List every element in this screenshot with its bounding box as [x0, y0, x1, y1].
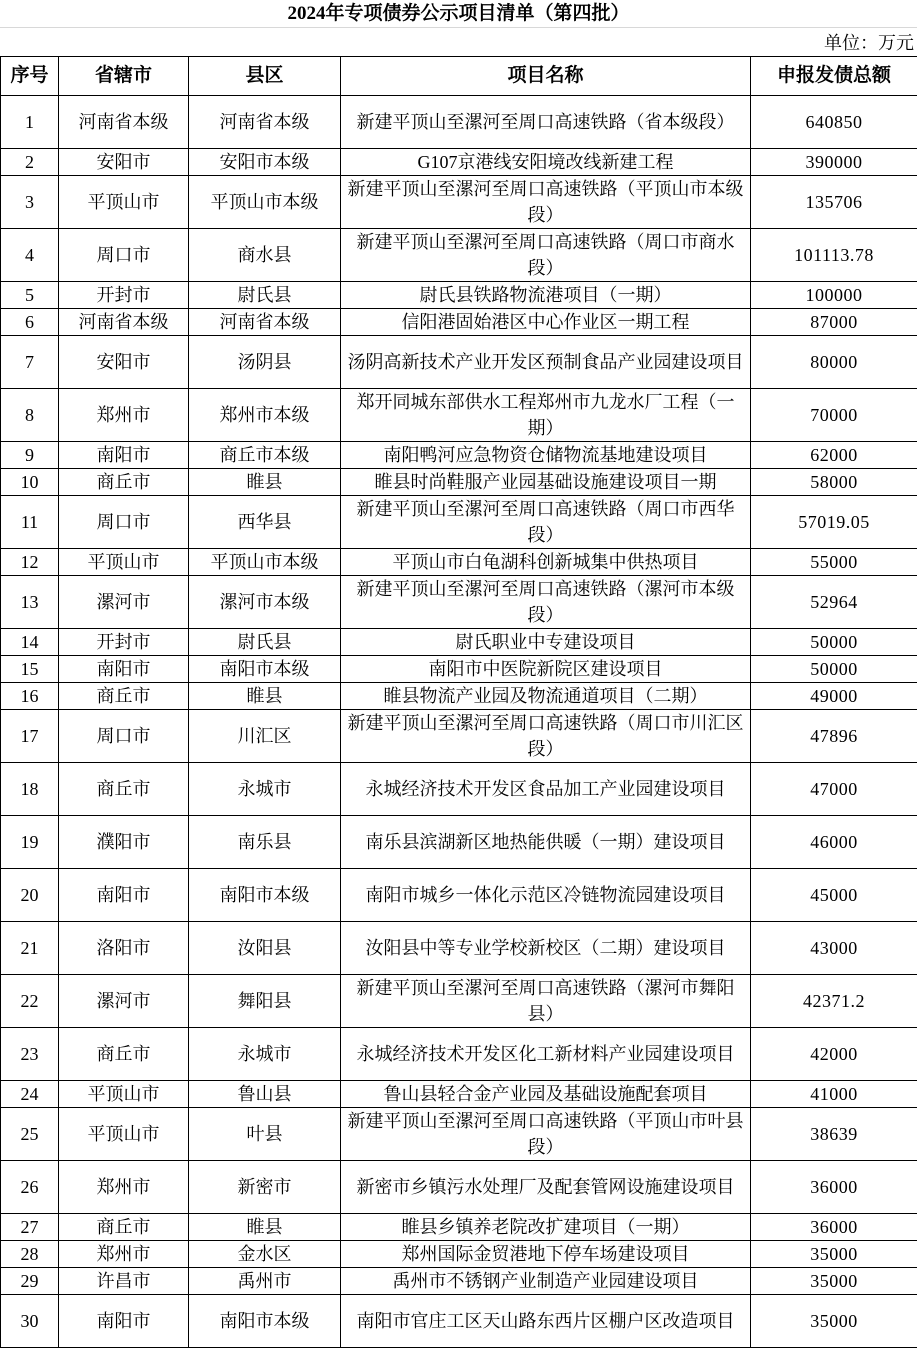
- cell-no: 14: [1, 629, 59, 656]
- cell-project: 郑开同城东部供水工程郑州市九龙水厂工程（一期）: [341, 389, 751, 442]
- table-row: [1, 683, 917, 710]
- cell-no: 16: [1, 683, 59, 710]
- cell-amount: 640850: [751, 96, 917, 149]
- cell-project: 新建平顶山至漯河至周口高速铁路（平顶山市叶县段）: [341, 1108, 751, 1161]
- cell-amount: 47000: [751, 763, 917, 816]
- cell-no: 8: [1, 389, 59, 442]
- cell-county: 尉氏县: [189, 282, 341, 309]
- cell-city: 洛阳市: [59, 922, 189, 975]
- cell-city: 平顶山市: [59, 176, 189, 229]
- header-city: 省辖市: [59, 57, 189, 96]
- cell-city: 濮阳市: [59, 816, 189, 869]
- table-row: [1, 1241, 917, 1268]
- cell-no: 1: [1, 96, 59, 149]
- document-title: 2024年专项债券公示项目清单（第四批）: [0, 0, 917, 28]
- cell-amount: 42000: [751, 1028, 917, 1081]
- cell-county: 漯河市本级: [189, 576, 341, 629]
- cell-county: 尉氏县: [189, 629, 341, 656]
- table-row: [1, 1081, 917, 1108]
- cell-project: 南阳鸭河应急物资仓储物流基地建设项目: [341, 442, 751, 469]
- table-row: [1, 1108, 917, 1161]
- cell-no: 18: [1, 763, 59, 816]
- cell-amount: 135706: [751, 176, 917, 229]
- cell-amount: 45000: [751, 869, 917, 922]
- cell-project: 新密市乡镇污水处理厂及配套管网设施建设项目: [341, 1161, 751, 1214]
- cell-project: 汝阳县中等专业学校新校区（二期）建设项目: [341, 922, 751, 975]
- cell-county: 平顶山市本级: [189, 176, 341, 229]
- header-no: 序号: [1, 57, 59, 96]
- table-row: [1, 96, 917, 149]
- cell-project: 永城经济技术开发区化工新材料产业园建设项目: [341, 1028, 751, 1081]
- cell-city: 周口市: [59, 710, 189, 763]
- cell-project: 南阳市中医院新院区建设项目: [341, 656, 751, 683]
- table-row: [1, 496, 917, 549]
- cell-amount: 80000: [751, 336, 917, 389]
- cell-no: 27: [1, 1214, 59, 1241]
- cell-project: 新建平顶山至漯河至周口高速铁路（周口市商水段）: [341, 229, 751, 282]
- cell-no: 19: [1, 816, 59, 869]
- cell-no: 25: [1, 1108, 59, 1161]
- cell-no: 23: [1, 1028, 59, 1081]
- cell-project: G107京港线安阳境改线新建工程: [341, 149, 751, 176]
- table-row: [1, 149, 917, 176]
- cell-no: 3: [1, 176, 59, 229]
- cell-project: 睢县时尚鞋服产业园基础设施建设项目一期: [341, 469, 751, 496]
- cell-county: 南乐县: [189, 816, 341, 869]
- cell-amount: 57019.05: [751, 496, 917, 549]
- cell-amount: 62000: [751, 442, 917, 469]
- cell-no: 24: [1, 1081, 59, 1108]
- table-row: [1, 442, 917, 469]
- table-row: [1, 389, 917, 442]
- table-row: [1, 309, 917, 336]
- cell-no: 29: [1, 1268, 59, 1295]
- cell-project: 信阳港固始港区中心作业区一期工程: [341, 309, 751, 336]
- table-row: [1, 229, 917, 282]
- cell-city: 平顶山市: [59, 549, 189, 576]
- cell-county: 川汇区: [189, 710, 341, 763]
- cell-no: 4: [1, 229, 59, 282]
- cell-county: 河南省本级: [189, 96, 341, 149]
- cell-no: 15: [1, 656, 59, 683]
- cell-amount: 47896: [751, 710, 917, 763]
- cell-county: 商丘市本级: [189, 442, 341, 469]
- cell-city: 平顶山市: [59, 1108, 189, 1161]
- cell-city: 郑州市: [59, 1161, 189, 1214]
- cell-amount: 50000: [751, 629, 917, 656]
- cell-project: 新建平顶山至漯河至周口高速铁路（周口市西华段）: [341, 496, 751, 549]
- cell-amount: 35000: [751, 1295, 917, 1348]
- table-row: [1, 1295, 917, 1348]
- cell-city: 商丘市: [59, 1214, 189, 1241]
- cell-no: 28: [1, 1241, 59, 1268]
- table-row: [1, 1268, 917, 1295]
- cell-amount: 35000: [751, 1241, 917, 1268]
- cell-amount: 390000: [751, 149, 917, 176]
- table-row: [1, 576, 917, 629]
- cell-amount: 101113.78: [751, 229, 917, 282]
- cell-no: 26: [1, 1161, 59, 1214]
- cell-project: 南乐县滨湖新区地热能供暖（一期）建设项目: [341, 816, 751, 869]
- cell-no: 12: [1, 549, 59, 576]
- cell-no: 21: [1, 922, 59, 975]
- table-row: [1, 869, 917, 922]
- cell-project: 平顶山市白龟湖科创新城集中供热项目: [341, 549, 751, 576]
- cell-city: 商丘市: [59, 469, 189, 496]
- cell-county: 金水区: [189, 1241, 341, 1268]
- cell-no: 30: [1, 1295, 59, 1348]
- cell-amount: 36000: [751, 1214, 917, 1241]
- cell-amount: 70000: [751, 389, 917, 442]
- cell-county: 安阳市本级: [189, 149, 341, 176]
- cell-city: 南阳市: [59, 442, 189, 469]
- cell-no: 22: [1, 975, 59, 1028]
- table-row: [1, 975, 917, 1028]
- cell-county: 叶县: [189, 1108, 341, 1161]
- cell-city: 河南省本级: [59, 96, 189, 149]
- cell-amount: 52964: [751, 576, 917, 629]
- cell-city: 开封市: [59, 282, 189, 309]
- cell-city: 漯河市: [59, 975, 189, 1028]
- table-row: [1, 176, 917, 229]
- cell-amount: 42371.2: [751, 975, 917, 1028]
- cell-city: 安阳市: [59, 336, 189, 389]
- cell-project: 新建平顶山至漯河至周口高速铁路（省本级段）: [341, 96, 751, 149]
- cell-county: 永城市: [189, 1028, 341, 1081]
- cell-no: 13: [1, 576, 59, 629]
- unit-label: 单位：万元: [824, 33, 914, 53]
- cell-county: 睢县: [189, 1214, 341, 1241]
- cell-county: 鲁山县: [189, 1081, 341, 1108]
- cell-city: 郑州市: [59, 389, 189, 442]
- cell-project: 郑州国际金贸港地下停车场建设项目: [341, 1241, 751, 1268]
- cell-no: 9: [1, 442, 59, 469]
- cell-project: 睢县物流产业园及物流通道项目（二期）: [341, 683, 751, 710]
- cell-county: 汝阳县: [189, 922, 341, 975]
- table-row: [1, 1028, 917, 1081]
- cell-amount: 36000: [751, 1161, 917, 1214]
- cell-no: 7: [1, 336, 59, 389]
- cell-city: 河南省本级: [59, 309, 189, 336]
- cell-county: 新密市: [189, 1161, 341, 1214]
- cell-county: 禹州市: [189, 1268, 341, 1295]
- cell-county: 西华县: [189, 496, 341, 549]
- cell-county: 南阳市本级: [189, 869, 341, 922]
- cell-city: 周口市: [59, 229, 189, 282]
- cell-project: 新建平顶山至漯河至周口高速铁路（漯河市本级段）: [341, 576, 751, 629]
- cell-project: 禹州市不锈钢产业制造产业园建设项目: [341, 1268, 751, 1295]
- cell-amount: 41000: [751, 1081, 917, 1108]
- cell-no: 5: [1, 282, 59, 309]
- cell-county: 汤阴县: [189, 336, 341, 389]
- cell-county: 商水县: [189, 229, 341, 282]
- cell-project: 尉氏县铁路物流港项目（一期）: [341, 282, 751, 309]
- cell-project: 新建平顶山至漯河至周口高速铁路（周口市川汇区段）: [341, 710, 751, 763]
- header-project: 项目名称: [341, 57, 751, 96]
- cell-amount: 58000: [751, 469, 917, 496]
- cell-amount: 46000: [751, 816, 917, 869]
- cell-project: 南阳市城乡一体化示范区冷链物流园建设项目: [341, 869, 751, 922]
- cell-amount: 55000: [751, 549, 917, 576]
- cell-county: 平顶山市本级: [189, 549, 341, 576]
- table-row: [1, 1161, 917, 1214]
- cell-project: 永城经济技术开发区食品加工产业园建设项目: [341, 763, 751, 816]
- cell-city: 南阳市: [59, 1295, 189, 1348]
- cell-no: 11: [1, 496, 59, 549]
- cell-no: 10: [1, 469, 59, 496]
- cell-city: 许昌市: [59, 1268, 189, 1295]
- cell-project: 睢县乡镇养老院改扩建项目（一期）: [341, 1214, 751, 1241]
- table-row: [1, 656, 917, 683]
- cell-amount: 100000: [751, 282, 917, 309]
- cell-no: 2: [1, 149, 59, 176]
- cell-amount: 87000: [751, 309, 917, 336]
- table-row: [1, 336, 917, 389]
- cell-city: 开封市: [59, 629, 189, 656]
- cell-county: 睢县: [189, 469, 341, 496]
- table-row: [1, 1214, 917, 1241]
- cell-city: 平顶山市: [59, 1081, 189, 1108]
- table-row: [1, 710, 917, 763]
- cell-amount: 38639: [751, 1108, 917, 1161]
- table-row: [1, 922, 917, 975]
- cell-amount: 49000: [751, 683, 917, 710]
- table-row: [1, 816, 917, 869]
- cell-city: 商丘市: [59, 1028, 189, 1081]
- cell-county: 南阳市本级: [189, 1295, 341, 1348]
- table-row: [1, 629, 917, 656]
- table-row: [1, 763, 917, 816]
- cell-county: 南阳市本级: [189, 656, 341, 683]
- cell-county: 永城市: [189, 763, 341, 816]
- cell-no: 20: [1, 869, 59, 922]
- cell-project: 汤阴高新技术产业开发区预制食品产业园建设项目: [341, 336, 751, 389]
- cell-county: 舞阳县: [189, 975, 341, 1028]
- table-row: [1, 282, 917, 309]
- cell-amount: 50000: [751, 656, 917, 683]
- cell-city: 南阳市: [59, 869, 189, 922]
- cell-project: 尉氏职业中专建设项目: [341, 629, 751, 656]
- table-row: [1, 469, 917, 496]
- cell-amount: 35000: [751, 1268, 917, 1295]
- project-table: [0, 56, 917, 1348]
- cell-no: 17: [1, 710, 59, 763]
- cell-city: 安阳市: [59, 149, 189, 176]
- header-county: 县区: [189, 57, 341, 96]
- cell-project: 新建平顶山至漯河至周口高速铁路（漯河市舞阳县）: [341, 975, 751, 1028]
- cell-no: 6: [1, 309, 59, 336]
- cell-project: 鲁山县轻合金产业园及基础设施配套项目: [341, 1081, 751, 1108]
- cell-city: 漯河市: [59, 576, 189, 629]
- header-amount: 申报发债总额: [751, 57, 917, 96]
- cell-city: 周口市: [59, 496, 189, 549]
- table-row: [1, 549, 917, 576]
- cell-county: 睢县: [189, 683, 341, 710]
- cell-city: 郑州市: [59, 1241, 189, 1268]
- cell-county: 河南省本级: [189, 309, 341, 336]
- cell-project: 南阳市官庄工区天山路东西片区棚户区改造项目: [341, 1295, 751, 1348]
- cell-city: 商丘市: [59, 763, 189, 816]
- cell-city: 南阳市: [59, 656, 189, 683]
- table-header-row: [1, 57, 917, 96]
- cell-project: 新建平顶山至漯河至周口高速铁路（平顶山市本级段）: [341, 176, 751, 229]
- cell-amount: 43000: [751, 922, 917, 975]
- cell-county: 郑州市本级: [189, 389, 341, 442]
- cell-city: 商丘市: [59, 683, 189, 710]
